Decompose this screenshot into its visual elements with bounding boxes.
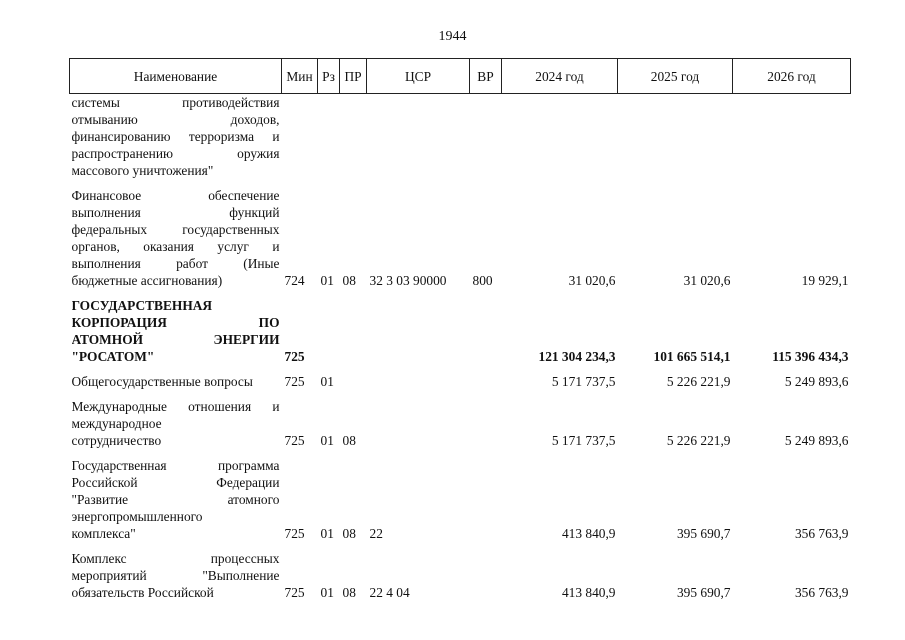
row-name-line: финансированию терроризма и	[71, 129, 280, 144]
row-name-cell	[70, 297, 282, 365]
header-pr: ПР	[340, 59, 367, 94]
row-2025-cell: 101 665 514,1	[653, 349, 731, 364]
table-row	[70, 550, 851, 601]
row-rz-cell: 01	[320, 374, 334, 389]
page-number: 1944	[438, 29, 467, 44]
row-name-line: Общегосударственные вопросы	[71, 374, 253, 389]
row-pr-cell: 08	[342, 585, 356, 600]
row-2026-cell: 115 396 434,3	[772, 349, 849, 364]
row-2025-cell	[618, 94, 733, 180]
row-name-line: обязательств Российской	[71, 585, 214, 600]
row-name-line: "РОСАТОМ"	[71, 349, 155, 364]
row-2025-cell: 5 226 221,9	[666, 374, 731, 389]
row-name-line: энергопромышленного	[71, 509, 203, 524]
row-2024-cell: 413 840,9	[561, 585, 616, 600]
table-row	[70, 94, 851, 180]
table-row	[70, 297, 851, 365]
row-csr-cell	[367, 373, 470, 390]
row-csr-cell	[367, 297, 470, 365]
table-row	[70, 187, 851, 289]
row-name-line: Комплекс процессных	[71, 551, 280, 566]
row-2026-cell: 19 929,1	[801, 273, 849, 288]
row-vr-cell	[470, 373, 502, 390]
row-name-cell	[70, 94, 282, 180]
header-2026: 2026 год	[733, 59, 851, 94]
row-name-cell	[70, 398, 282, 449]
row-name-line: органов, оказания услуг и	[71, 239, 280, 254]
header-2024: 2024 год	[502, 59, 618, 94]
row-2024-cell	[502, 94, 618, 180]
row-vr-cell	[470, 94, 502, 180]
table-row	[70, 373, 851, 390]
row-csr-cell: 22 4 04	[369, 585, 410, 600]
row-min-cell: 724	[284, 273, 305, 288]
row-name-line: "Развитие атомного	[71, 492, 280, 507]
row-csr-cell	[367, 398, 470, 449]
row-2024-cell: 121 304 234,3	[538, 349, 616, 364]
row-2024-cell: 5 171 737,5	[551, 433, 616, 448]
row-name-line: отмыванию доходов,	[71, 112, 280, 127]
row-name-line: мероприятий "Выполнение	[71, 568, 280, 583]
row-name-line: Международные отношения и	[71, 399, 280, 414]
table-body	[70, 94, 851, 602]
row-pr-cell	[340, 94, 367, 180]
header-rz: Рз	[318, 59, 340, 94]
row-name-cell	[70, 373, 282, 390]
row-2026-cell: 356 763,9	[794, 585, 849, 600]
row-2025-cell: 395 690,7	[676, 585, 731, 600]
row-name-line: бюджетные ассигнования)	[71, 273, 223, 288]
row-vr-cell: 800	[472, 273, 493, 288]
row-csr-cell	[367, 94, 470, 180]
row-rz-cell: 01	[320, 433, 334, 448]
row-spacer-cell	[70, 449, 851, 457]
row-name-line: КОРПОРАЦИЯ ПО	[71, 315, 280, 330]
row-vr-cell	[470, 457, 502, 542]
row-name-cell	[70, 187, 282, 289]
table-header	[70, 59, 851, 94]
row-name-line: выполнения функций	[71, 205, 280, 220]
row-spacer-cell	[70, 179, 851, 187]
row-name-line: Российской Федерации	[71, 475, 280, 490]
row-name-line: Финансовое обеспечение	[71, 188, 280, 203]
row-min-cell: 725	[284, 433, 305, 448]
header-min: Мин	[282, 59, 318, 94]
row-rz-cell	[318, 94, 340, 180]
header-csr: ЦСР	[367, 59, 470, 94]
row-2024-cell: 5 171 737,5	[551, 374, 616, 389]
row-2025-cell: 5 226 221,9	[666, 433, 731, 448]
row-spacer-cell	[70, 365, 851, 373]
row-csr-cell: 22	[369, 526, 383, 541]
row-name-line: федеральных государственных	[71, 222, 280, 237]
row-rz-cell: 01	[320, 273, 334, 288]
row-min-cell	[282, 94, 318, 180]
row-pr-cell: 08	[342, 273, 356, 288]
row-rz-cell	[318, 297, 340, 365]
row-spacer-cell	[70, 289, 851, 297]
row-name-line: комплекса"	[71, 526, 136, 541]
row-2024-cell: 413 840,9	[561, 526, 616, 541]
row-vr-cell	[470, 550, 502, 601]
row-min-cell: 725	[284, 585, 305, 600]
budget-table-container	[69, 58, 850, 601]
header-name: Наименование	[70, 59, 282, 94]
row-2026-cell: 356 763,9	[794, 526, 849, 541]
row-vr-cell	[470, 398, 502, 449]
header-vr: ВР	[470, 59, 502, 94]
row-spacer-cell	[70, 542, 851, 550]
row-name-cell	[70, 457, 282, 542]
row-csr-cell: 32 3 03 90000	[369, 273, 447, 288]
row-name-line: распространению оружия	[71, 146, 280, 161]
row-2025-cell: 31 020,6	[683, 273, 731, 288]
row-2026-cell	[733, 94, 851, 180]
row-pr-cell	[340, 297, 367, 365]
row-spacer	[70, 365, 851, 373]
row-name-cell	[70, 550, 282, 601]
row-pr-cell: 08	[342, 526, 356, 541]
row-2026-cell: 5 249 893,6	[784, 374, 849, 389]
row-name-line: системы противодействия	[71, 95, 280, 110]
budget-table	[69, 58, 851, 601]
row-rz-cell: 01	[320, 585, 334, 600]
header-2025: 2025 год	[618, 59, 733, 94]
row-2024-cell: 31 020,6	[568, 273, 616, 288]
row-name-line: ГОСУДАРСТВЕННАЯ	[71, 298, 213, 313]
row-min-cell: 725	[284, 526, 305, 541]
row-spacer	[70, 179, 851, 187]
table-row	[70, 457, 851, 542]
row-2025-cell: 395 690,7	[676, 526, 731, 541]
row-pr-cell	[340, 373, 367, 390]
row-name-line: международное	[71, 416, 162, 431]
row-rz-cell: 01	[320, 526, 334, 541]
row-min-cell: 725	[284, 374, 305, 389]
row-spacer	[70, 289, 851, 297]
row-spacer	[70, 390, 851, 398]
row-vr-cell	[470, 297, 502, 365]
row-spacer	[70, 449, 851, 457]
row-name-line: сотрудничество	[71, 433, 162, 448]
row-pr-cell: 08	[342, 433, 356, 448]
row-name-line: выполнения работ (Иные	[71, 256, 280, 271]
row-min-cell: 725	[284, 349, 305, 364]
row-spacer-cell	[70, 390, 851, 398]
row-spacer	[70, 542, 851, 550]
row-name-line: Государственная программа	[71, 458, 280, 473]
row-name-line: массового уничтожения"	[71, 163, 214, 178]
row-2026-cell: 5 249 893,6	[784, 433, 849, 448]
row-name-line: АТОМНОЙ ЭНЕРГИИ	[71, 332, 280, 347]
table-row	[70, 398, 851, 449]
